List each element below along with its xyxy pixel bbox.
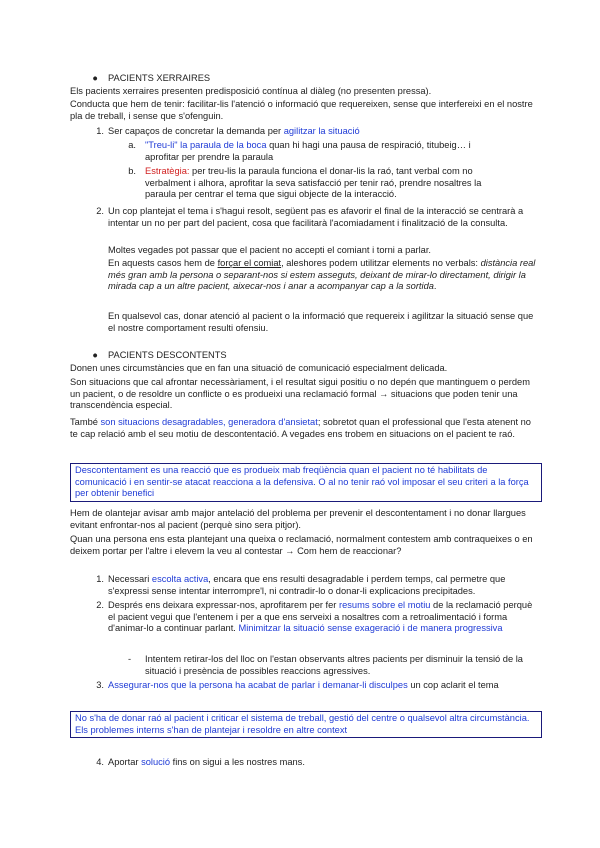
list-number: 1. — [96, 126, 104, 136]
paragraph: Quan una persona ens esta plantejant una queixa o reclamació, normalment contestem amb contraqueixes o en deixem portar per l'altre i elevem la veu al contestar → Com hem de reaccionar? — [70, 534, 533, 556]
paragraph: També son situacions desagradables, generadora d'ansietat; sobretot quan el professional que l'esta atenent no te cap relació amb el seu motiu de descontentació. A vegades ens trobem en situacions on el pacient te raó. — [70, 417, 531, 439]
sublist-item: Estratègia: per treu-lis la paraula funciona el donar-lis la raó, tant verbal com no verbalment i alhora, aprofitar la seva satisfacció per tenir raó, prendre nosaltres la paraula per centrar el tema que sigui objecte de la interacció. — [145, 166, 482, 200]
paragraph: Els pacients xerraires presenten predisposició contínua al diàleg (no presenten pressa). — [70, 86, 432, 96]
list-item: Necessari escolta activa, encara que ens resulti desagradable i perdem temps, cal permetre que s'expressi sense intentar interrompre'l, ni contradir-lo o donar-li explicacions precipitades. — [108, 574, 506, 596]
list-number: 1. — [96, 574, 104, 584]
paragraph: Hem de olantejar avisar amb major antelació del problema per prevenir el descontentament i no donar llargues evitant enfrontar-nos al pacient (perquè sino sera pitjor). — [70, 508, 526, 530]
list-number: 2. — [96, 206, 104, 216]
list-item: Aportar solució fins on sigui a les nostres mans. — [108, 757, 305, 767]
paragraph: En qualsevol cas, donar atenció al pacient o la informació que requereix i agilitzar la situació sense que el nostre comportament resulti ofensiu. — [108, 311, 534, 333]
highlight-box: No s'ha de donar raó al pacient i criticar el sistema de treball, gestió del centre o qualsevol altra circumstància. Els problemes interns s'han de plantejar i resoldre en altre context — [70, 711, 542, 738]
dash-bullet: - — [128, 654, 132, 664]
paragraph: Conducta que hem de tenir: facilitar-lis l'atenció o informació que requereixen, sense que interfereixi en el nostre pla de treball, i sense que s'ofenguin. — [70, 99, 533, 121]
list-number: 3. — [96, 680, 104, 690]
paragraph: En aquests casos hem de forçar el comiat, aleshores podem utilitzar elements no verbals: distància real més gran amb la persona o separant-nos si estem asseguts, deixant de mirar-lo directament, dirigir la mirada cap a un altre pacient, aixecar-nos i anar a acompanyar cap a la sortida. — [108, 258, 536, 292]
sublist-label: b. — [128, 166, 136, 176]
list-item: Després ens deixara expressar-nos, aprofitarem per fer resums sobre el motiu de la reclamació perquè el pacient vegui que l'entenem i per a que ens serveixi a nosaltres com a retroalimentació i forma d'animar-lo a continuar parlant. Minimitzar la situació sense exageració i de manera progressiva — [108, 600, 533, 634]
list-item: Assegurar-nos que la persona ha acabat de parlar i demanar-li disculpes un cop aclarit el tema — [108, 680, 499, 690]
list-item: Un cop plantejat el tema i s'hagui resolt, següent pas es afavorir el final de la interacció se centrarà a intentar un no per part del pacient, cosa que facilitarà l'acomiadament i finalització de la consulta. — [108, 206, 524, 228]
list-number: 4. — [96, 757, 104, 767]
list-item: Ser capaços de concretar la demanda per agilitzar la situació — [108, 126, 360, 136]
paragraph: Moltes vegades pot passar que el pacient no accepti el comiant i torni a parlar. — [108, 245, 431, 255]
sublist-item: "Treu-li" la paraula de la boca quan hi hagi una pausa de respiració, titubeig… i aprofitar per prendre la paraula — [145, 140, 471, 162]
highlight-box: Descontentament es una reacció que es produeix mab freqüència quan el pacient no té habilitats de comunicació i en sentir-se atacat reacciona a la defensiva. O al no tenir raó vol imposar el seu criteri a la força per obtenir benefici — [70, 463, 542, 502]
sublist-label: a. — [128, 140, 136, 150]
bullet-icon: ● — [92, 350, 98, 360]
paragraph: Donen unes circumstàncies que en fan una situació de comunicació especialment delicada. — [70, 363, 448, 373]
paragraph: Son situacions que cal afrontar necessàriament, i el resultat sigui positiu o no depén que mantinguem o perdem un pacient, o de resoldre un conflicte o es produeixi una reclamació formal → situacions que poden tenir una transcendència especial. — [70, 377, 530, 411]
bullet-icon: ● — [92, 73, 98, 83]
sublist-item: Intentem retirar-los del lloc on l'estan observants altres pacients per disminuir la tensió de la situació i presència de possibles reaccions agressives. — [145, 654, 523, 676]
section-heading-xerraires: PACIENTS XERRAIRES — [108, 73, 211, 83]
list-number: 2. — [96, 600, 104, 610]
section-heading-descontents: PACIENTS DESCONTENTS — [108, 350, 227, 360]
